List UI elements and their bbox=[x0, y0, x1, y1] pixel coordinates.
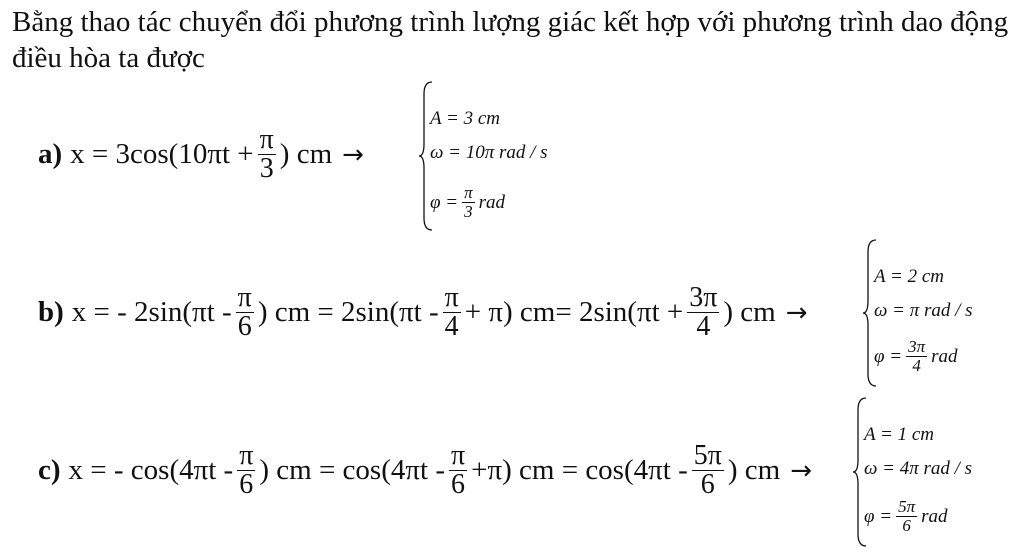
fraction: $\frac{3\pi}{4}$ bbox=[908, 337, 926, 375]
fraction: $\frac{5\pi}{6}$ bbox=[898, 497, 916, 535]
system-b-omega: ω = π rad / s bbox=[874, 300, 973, 321]
fraction: $\frac{\pi}{3}$ bbox=[259, 124, 274, 184]
eq-a-post: ) cm bbox=[279, 138, 333, 170]
fraction: $\frac{3\pi}{4}$ bbox=[689, 282, 718, 342]
fraction: $\frac{\pi}{6}$ bbox=[450, 440, 466, 500]
label-b: b) bbox=[38, 296, 64, 328]
label-c: c) bbox=[38, 454, 61, 486]
system-c-phi: φ = $\frac{5\pi}{6}$ rad bbox=[864, 497, 948, 535]
system-b bbox=[862, 238, 1022, 388]
clipped-heading-fragment bbox=[510, 0, 580, 2]
system-b-amplitude: A = 2 cm bbox=[874, 266, 944, 287]
fraction: $\frac{\pi}{4}$ bbox=[444, 282, 459, 342]
system-a-omega: ω = 10π rad / s bbox=[430, 142, 548, 163]
system-c-amplitude: A = 1 cm bbox=[864, 424, 934, 445]
label-a: a) bbox=[38, 138, 63, 170]
equation-c: c) x = - cos(4πt - $\frac{\pi}{6}$ ) cm = cos(4πt - $\frac{\pi}{6}$ +π) cm = cos(4πt - $\frac{5\pi}{6}$ ) cm → bbox=[38, 440, 813, 500]
system-c bbox=[852, 396, 1020, 548]
system-c-omega: ω = 4π rad / s bbox=[864, 458, 973, 479]
intro-text: Bằng thao tác chuyển đổi phương trình lượng giác kết hợp với phương trình dao động điều hòa ta được bbox=[12, 6, 1009, 74]
eq-a-pre: x = 3cos(10πt + bbox=[70, 138, 254, 170]
arrow-icon: → bbox=[790, 455, 813, 486]
equation-b: b) x = - 2sin(πt - $\frac{\pi}{6}$ ) cm = 2sin(πt - $\frac{\pi}{4}$ + π) cm= 2sin(πt + $\frac{3\pi}{4}$ ) cm → bbox=[38, 282, 808, 342]
fraction: $\frac{\pi}{6}$ bbox=[237, 282, 252, 342]
arrow-icon: → bbox=[785, 297, 808, 328]
fraction: $\frac{5\pi}{6}$ bbox=[693, 440, 722, 500]
fraction: $\frac{\pi}{6}$ bbox=[239, 440, 254, 500]
system-b-phi: φ = $\frac{3\pi}{4}$ rad bbox=[874, 337, 958, 375]
system-a-phi: φ = $\frac{\pi}{3}$ rad bbox=[430, 183, 506, 221]
arrow-icon: → bbox=[342, 139, 364, 170]
equation-a bbox=[38, 126, 374, 183]
system-a-amplitude: A = 3 cm bbox=[430, 108, 500, 129]
system-a bbox=[418, 80, 588, 232]
fraction: $\frac{\pi}{3}$ bbox=[464, 183, 473, 221]
